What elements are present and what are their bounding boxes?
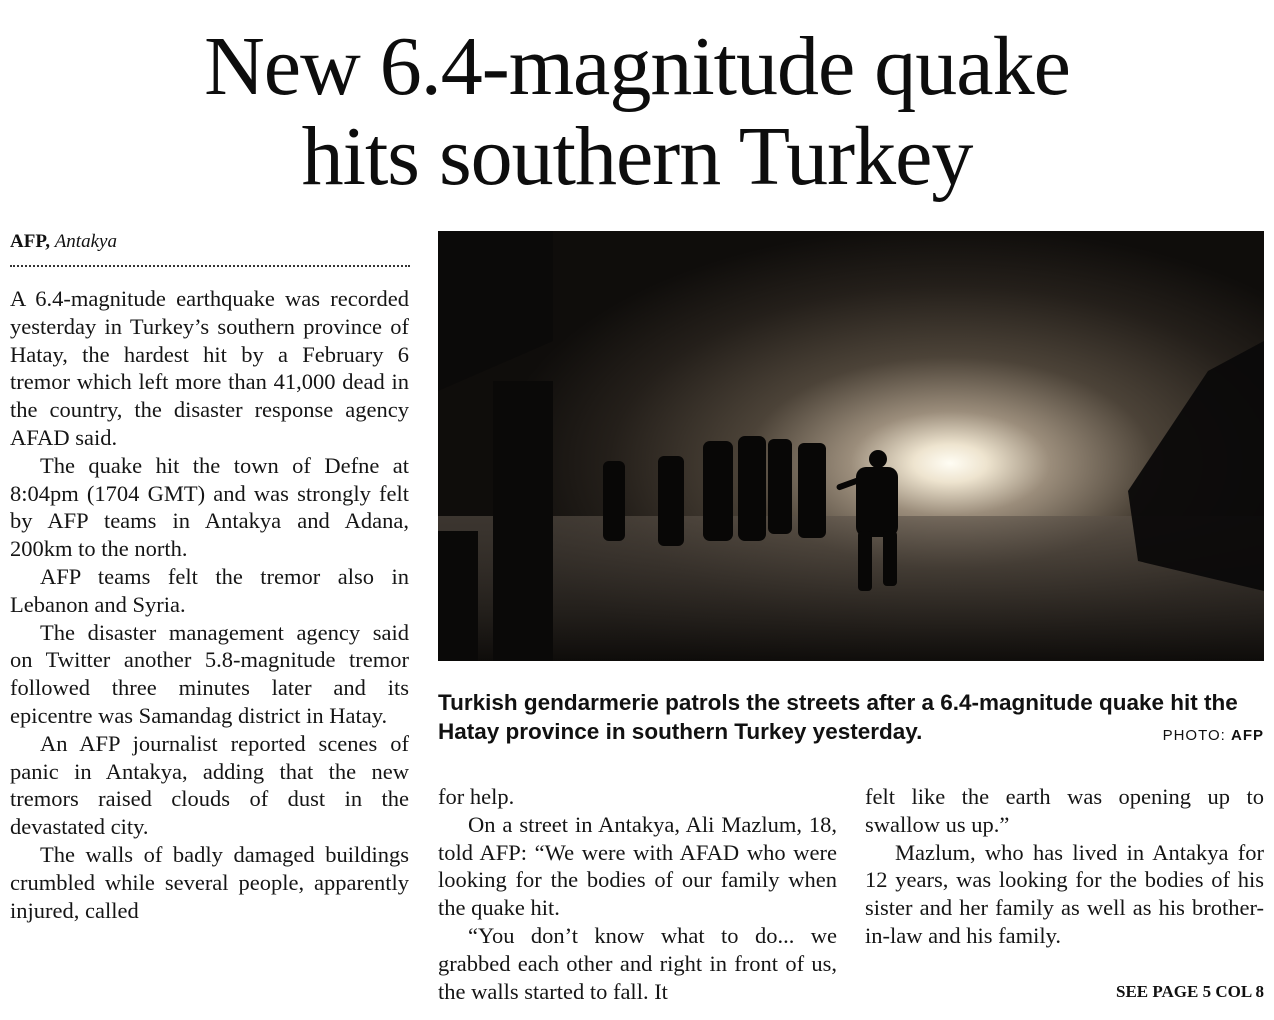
news-photo bbox=[438, 231, 1264, 661]
article-column-2 bbox=[438, 783, 837, 1013]
photo-credit-source: AFP bbox=[1231, 727, 1264, 744]
jump-line: SEE PAGE 5 COL 8 bbox=[1116, 982, 1264, 1001]
article-paragraph: An AFP journalist reported scenes of panic in Antakya, adding that the new tremors raised clouds of dust in the devastated city. bbox=[10, 730, 409, 840]
article-column-3 bbox=[865, 783, 1264, 983]
article-column-1 bbox=[10, 285, 409, 1010]
byline-agency: AFP, bbox=[10, 231, 50, 252]
headline bbox=[0, 22, 1274, 202]
article-paragraph-continued: for help. bbox=[438, 784, 515, 809]
article-paragraph: The quake hit the town of Defne at 8:04pm (1704 GMT) and was strongly felt by AFP teams in Antakya and Adana, 200km to the north. bbox=[10, 452, 409, 562]
photo-scene bbox=[438, 231, 1264, 661]
byline-divider bbox=[10, 265, 410, 267]
headline-line-2: hits southern Turkey bbox=[301, 110, 973, 203]
article-paragraph: A 6.4-magnitude earthquake was recorded yesterday in Turkey’s southern province of Hatay, the hardest hit by a February 6 tremor which left more than 41,000 dead in the country, the disaster response agency AFAD said. bbox=[10, 286, 409, 450]
byline bbox=[10, 230, 410, 254]
photo-credit bbox=[1163, 727, 1264, 744]
byline-location: Antakya bbox=[54, 231, 117, 252]
article-paragraph: The walls of badly damaged buildings crumbled while several people, apparently injured, called bbox=[10, 841, 409, 923]
article-paragraph: On a street in Antakya, Ali Mazlum, 18, told AFP: “We were with AFAD who were looking for the bodies of our family when the quake hit. bbox=[438, 811, 837, 921]
article-paragraph: AFP teams felt the tremor also in Lebanon and Syria. bbox=[10, 563, 409, 617]
headline-line-1: New 6.4-magnitude quake bbox=[204, 20, 1070, 113]
photo-credit-label: PHOTO: bbox=[1162, 727, 1226, 744]
article-paragraph-continued: felt like the earth was opening up to swallow us up.” bbox=[865, 784, 1264, 837]
article-paragraph: The disaster management agency said on Twitter another 5.8-magnitude tremor followed three minutes later and its epicentre was Samandag district in Hatay. bbox=[10, 619, 409, 728]
article-paragraph: Mazlum, who has lived in Antakya for 12 years, was looking for the bodies of his sister and her family as well as his brother-in-law and his family. bbox=[865, 839, 1264, 948]
article-paragraph: “You don’t know what to do... we grabbed each other and right in front of us, the walls started to fall. It bbox=[438, 922, 837, 1004]
photo-caption: Turkish gendarmerie patrols the streets after a 6.4-magnitude quake hit the Hatay province in southern Turkey yesterday. bbox=[438, 690, 1238, 744]
